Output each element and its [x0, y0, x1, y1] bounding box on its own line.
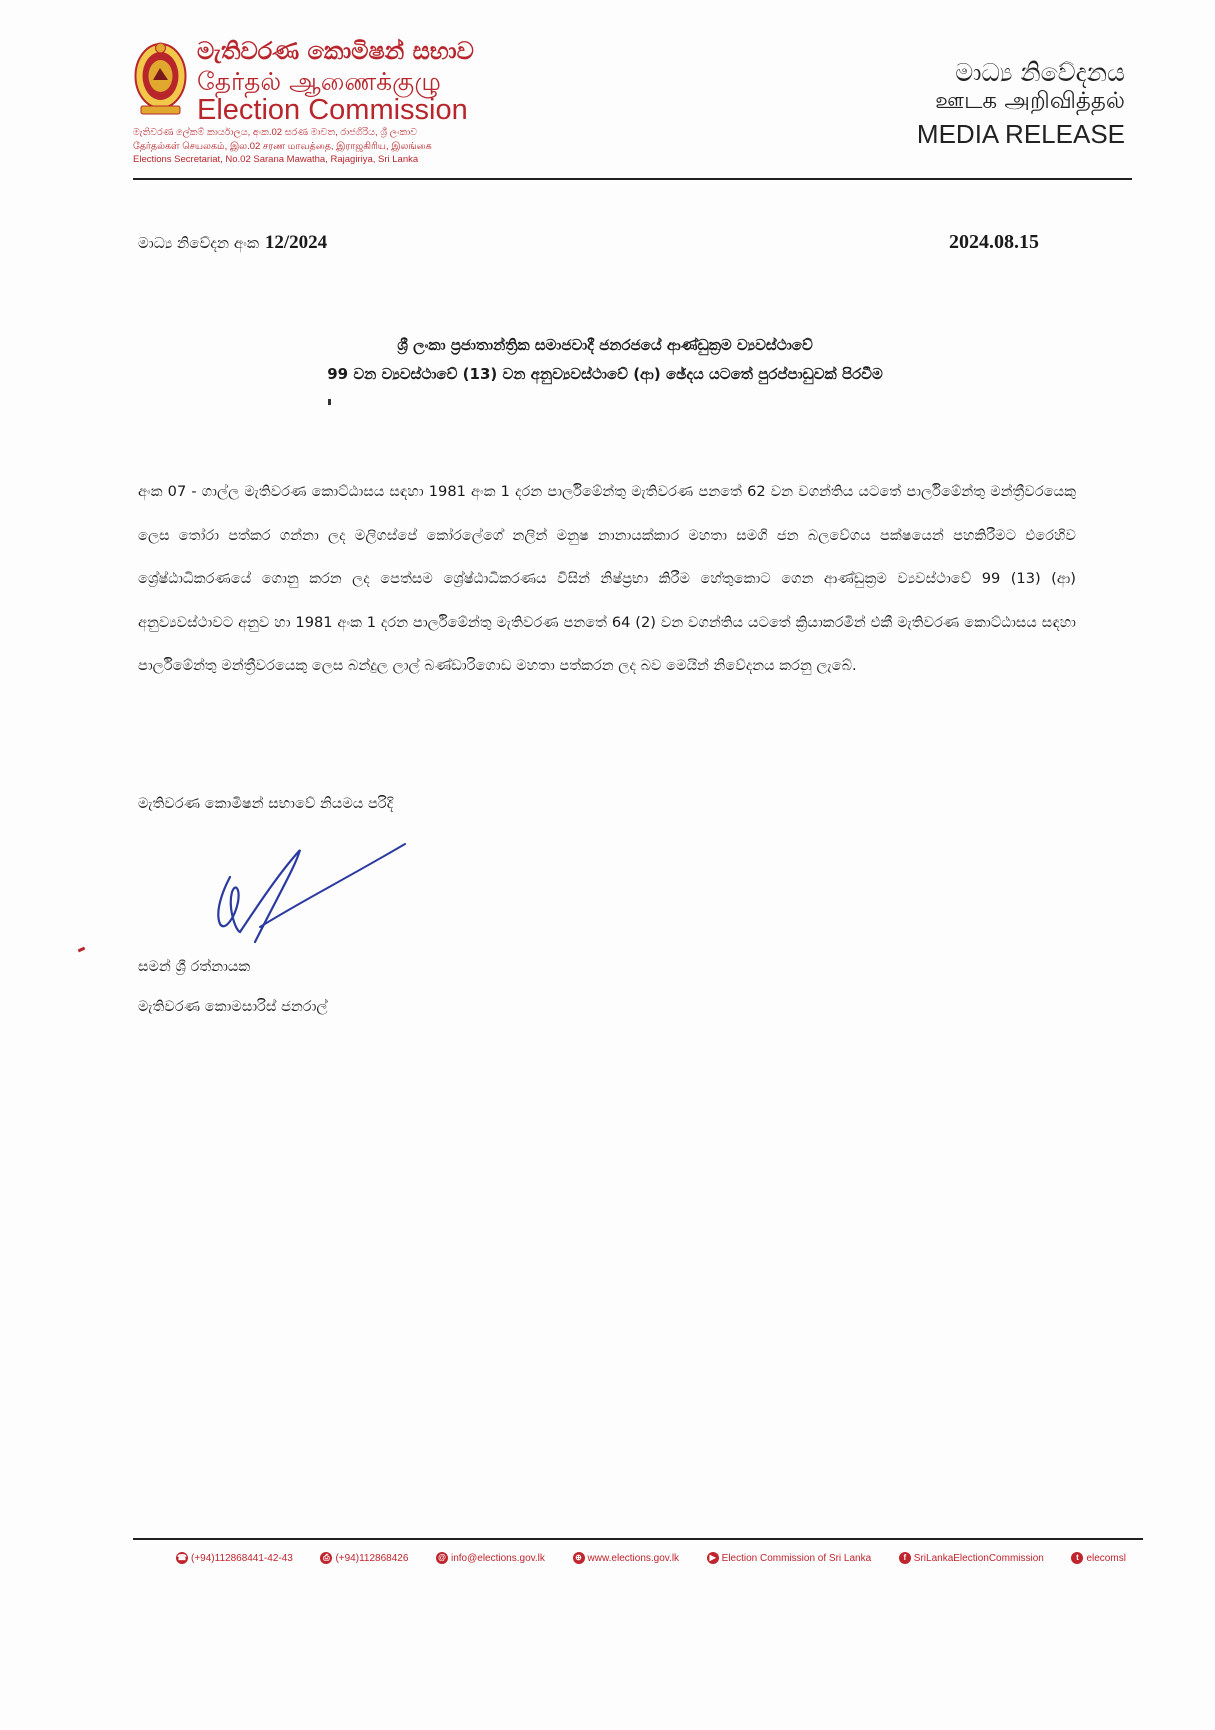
youtube-text: Election Commission of Sri Lanka: [721, 1552, 872, 1564]
youtube-icon: ▶: [707, 1552, 719, 1564]
footer-facebook[interactable]: [899, 1552, 1044, 1564]
address-english: Elections Secretariat, No.02 Sarana Mawatha, Rajagiriya, Sri Lanka: [133, 154, 419, 165]
heading-line-2: 99 වන ව්‍යවස්ථාවේ (13) වන අනුව්‍යවස්ථාවේ (ආ) ඡේදය යටතේ පුරප්පාඩුවක් පිරවීම: [327, 365, 883, 383]
stray-mark: [328, 399, 331, 405]
footer-email[interactable]: [436, 1552, 545, 1564]
email-icon: @: [436, 1552, 448, 1564]
fax-icon: ⎙: [320, 1552, 332, 1564]
website-text: www.elections.gov.lk: [587, 1552, 680, 1564]
footer-fax[interactable]: [320, 1552, 408, 1564]
footer-twitter[interactable]: [1071, 1552, 1125, 1564]
footer-divider: [133, 1538, 1143, 1540]
signer-name: සමන් ශ්‍රී රත්නායක: [138, 958, 251, 975]
media-release-sinhala: මාධ්‍ය නිවේදනය: [955, 58, 1125, 87]
stray-red-mark: [78, 947, 86, 953]
phone-icon: ☎: [177, 1553, 187, 1562]
email-text: info@elections.gov.lk: [451, 1552, 545, 1564]
release-date: 2024.08.15: [949, 231, 1039, 253]
reference-number: 12/2024: [264, 232, 328, 253]
org-name-sinhala: මැතිවරණ කොමිෂන් සභාව: [197, 37, 474, 65]
signer-title: මැතිවරණ කොමසාරිස් ජනරාල්: [138, 998, 328, 1015]
footer-youtube[interactable]: [707, 1552, 872, 1564]
media-release-english: MEDIA RELEASE: [916, 119, 1125, 149]
release-reference: [138, 232, 327, 254]
footer-website[interactable]: [573, 1552, 680, 1564]
signature-image: [200, 832, 420, 962]
org-name-english: Election Commission: [197, 94, 468, 126]
globe-icon: ⊕: [573, 1552, 585, 1564]
lion-emblem-icon: [133, 40, 188, 118]
phone-text: (+94)112868441-42-43: [191, 1552, 293, 1564]
twitter-text: elecomsl: [1086, 1552, 1126, 1564]
heading-line-1: ශ්‍රී ලංකා ප්‍රජාතාන්ත්‍රික සමාජවාදී ජනරජයේ ආණ්ඩුක්‍රම ව්‍යවස්ථාවේ: [397, 336, 813, 354]
header-divider: [133, 178, 1132, 180]
footer-phone[interactable]: [176, 1552, 293, 1564]
reference-label: මාධ්‍ය නිවේදන අංක: [138, 234, 260, 252]
address-tamil: தேர்தல்கள் செயலகம், இல.02 சரண மாவத்தை, இராஜகிரிய, இலங்கை: [133, 141, 432, 152]
media-release-tamil: ஊடக அறிவித்தல்: [935, 88, 1125, 114]
facebook-icon: f: [899, 1552, 911, 1564]
fax-text: (+94)112868426: [335, 1552, 409, 1564]
body-paragraph: අංක 07 - ගාල්ල මැතිවරණ කොට්ඨාසය සඳහා 1981 අංක 1 දරන පාර්ලිමේන්තු මැතිවරණ පනතේ 62 වන වගන්තිය යටතේ පාර්ලිමේන්තු මන්ත්‍රීවරයෙකු ලෙස තෝරා පත්කර ගන්නා ලද මලිගස්පේ කෝරලේගේ නලින් මනුෂ නානායක්කාර මහතා සමගි ජන බලවේගය පක්ෂයෙන් පහකිරීමට එරෙහිව ශ්‍රේෂ්ඨාධිකරණයේ ගොනු කරන ලද පෙත්සම ශ්‍රේෂ්ඨාධිකරණය විසින් නිෂ්ප්‍රභා කිරීම හේතුකොට ගෙන ආණ්ඩුක්‍රම ව්‍යවස්ථාවේ 99 (13) (ආ) අනුව්‍යවස්ථාවට අනුව හා 1981 අංක 1 දරන පාර්ලිමේන්තු මැතිවරණ පනතේ 64 (2) වන වගන්තිය යටතේ ක්‍රියාකරමින් එකී මැතිවරණ කොට්ඨාසය සඳහා පාර්ලිමේන්තු මන්ත්‍රීවරයෙකු ලෙස බන්දුල ලාල් බණ්ඩාරිගොඩ මහතා පත්කරන ලද බව මෙයින් නිවේදනය කරනු ලැබේ.: [138, 483, 1076, 674]
closing-text: මැතිවරණ කොමිෂන් සභාවේ නියමය පරිදි: [138, 795, 394, 812]
facebook-text: SriLankaElectionCommission: [913, 1552, 1044, 1564]
footer-contacts: [176, 1552, 1126, 1564]
address-sinhala: මැතිවරණ ලේකම් කාර්යාලය, අංක.02 සරණ මාවත, රාජගිරිය, ශ්‍රී ලංකාව: [133, 127, 418, 138]
org-name-tamil: தேர்தல் ஆணைக்குழு: [197, 67, 441, 96]
twitter-icon: t: [1071, 1552, 1083, 1564]
